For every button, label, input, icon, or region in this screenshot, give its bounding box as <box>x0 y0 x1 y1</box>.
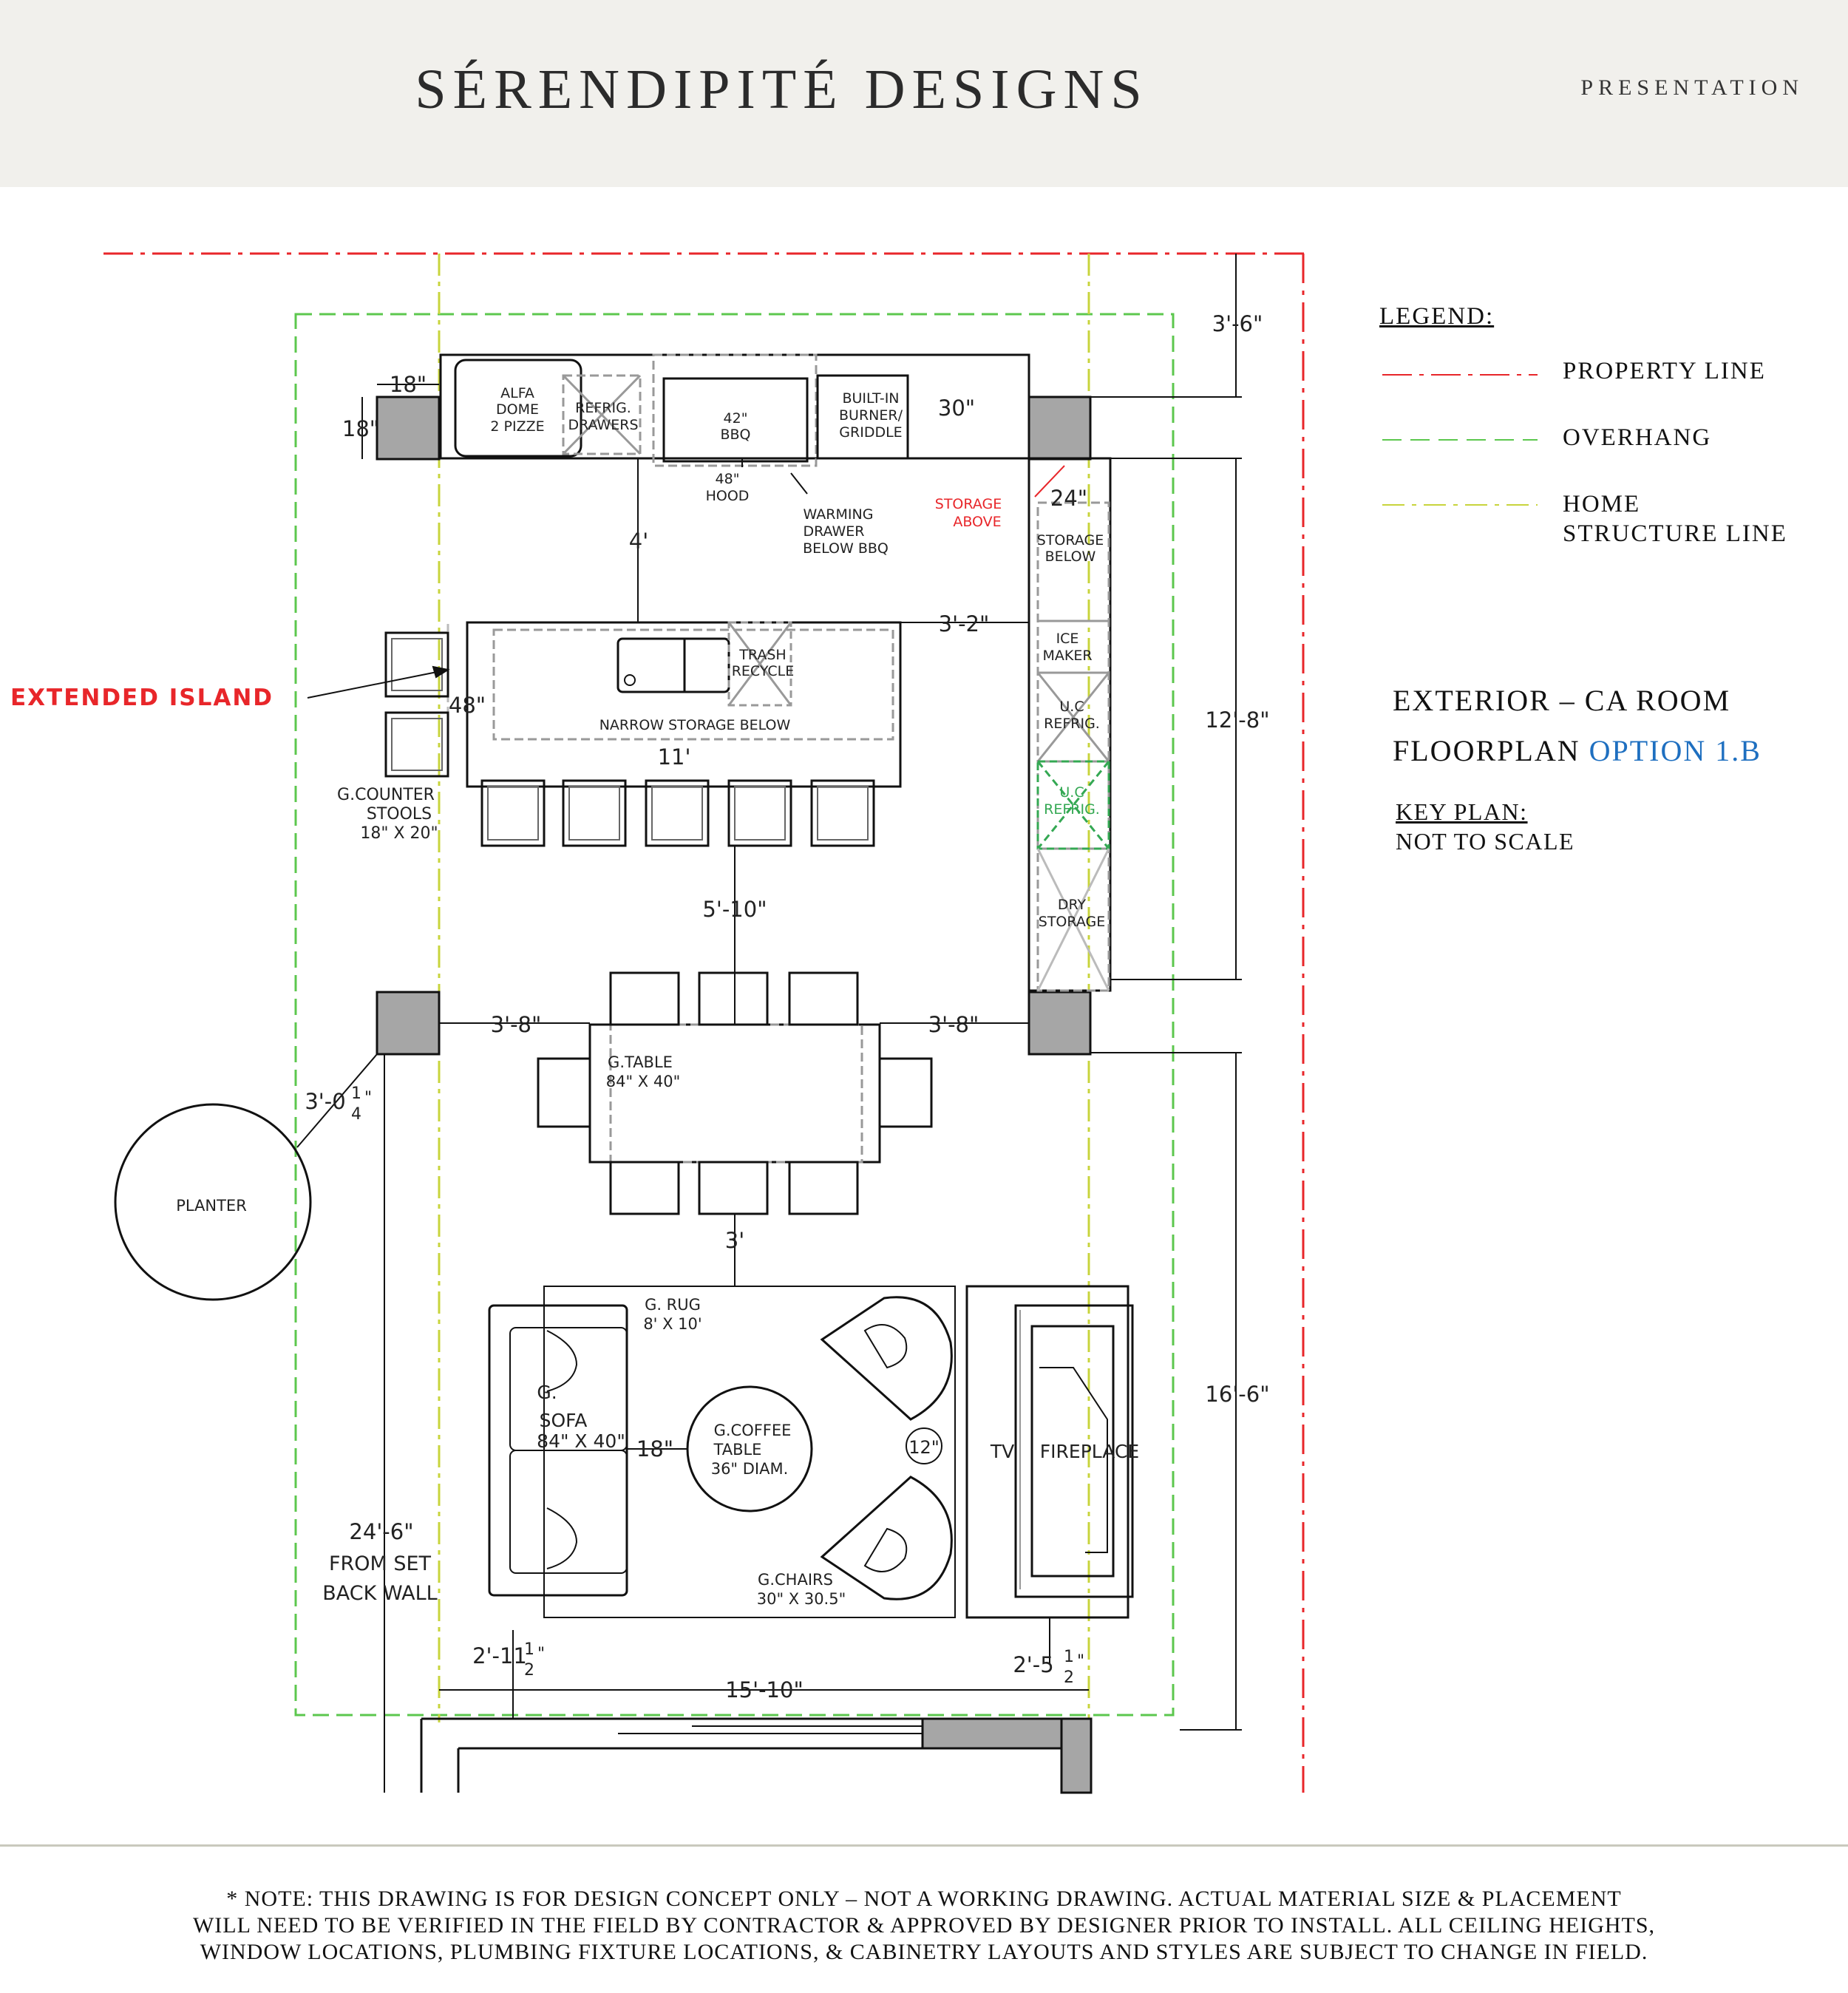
section-label: PRESENTATION <box>1580 75 1804 100</box>
counter-stools <box>482 781 874 846</box>
scale-note: NOT TO SCALE <box>1396 828 1575 855</box>
svg-text:BELOW BBQ: BELOW BBQ <box>803 540 889 557</box>
dim-5-10: 5'-10" <box>702 897 767 922</box>
label-stools: G.COUNTER <box>337 786 435 804</box>
svg-text:ABOVE: ABOVE <box>953 514 1002 530</box>
label-tv: TV <box>990 1441 1015 1462</box>
svg-text:1: 1 <box>1064 1648 1074 1666</box>
label-table: G.TABLE <box>608 1053 673 1071</box>
label-trash: TRASH <box>739 647 787 663</box>
svg-text:BURNER/: BURNER/ <box>839 407 903 424</box>
dim-col-w: 18" <box>389 372 427 397</box>
footer-note-line-1: * NOTE: THIS DRAWING IS FOR DESIGN CONCEPT ONLY – NOT A WORKING DRAWING. ACTUAL MATERIAL SIZE & PLACEMENT <box>226 1887 1622 1911</box>
dining-table <box>590 1025 880 1162</box>
dim-2-5: 2'-5 <box>1013 1652 1054 1677</box>
label-hood: 48" <box>715 471 740 487</box>
dim-from-set: FROM SET <box>328 1552 432 1575</box>
dim-2-11: 2'-11 <box>472 1643 527 1668</box>
dim-16-6: 16'-6" <box>1205 1382 1270 1407</box>
brand-title: SÉRENDIPITÉ DESIGNS <box>415 58 1149 120</box>
svg-text:SOFA: SOFA <box>539 1410 588 1431</box>
svg-text:TABLE: TABLE <box>713 1441 762 1459</box>
svg-text:4: 4 <box>351 1105 361 1124</box>
svg-text:": " <box>1076 1652 1085 1671</box>
dim-4: 4' <box>628 529 649 554</box>
svg-text:REFRIG.: REFRIG. <box>1044 801 1100 818</box>
chair-top <box>822 1297 951 1419</box>
dim-48: 48" <box>448 693 486 718</box>
dim-11: 11' <box>657 744 691 770</box>
svg-text:84" X 40": 84" X 40" <box>537 1430 625 1452</box>
svg-text:2: 2 <box>1064 1668 1074 1687</box>
island-sink <box>618 639 729 692</box>
label-warming: WARMING <box>803 506 874 523</box>
svg-text:36" DIAM.: 36" DIAM. <box>710 1460 789 1478</box>
legend-title: LEGEND: <box>1379 303 1495 330</box>
label-rug: G. RUG <box>645 1296 701 1314</box>
svg-text:": " <box>537 1645 546 1663</box>
column-ne <box>1029 397 1090 459</box>
chair-bottom <box>822 1477 951 1599</box>
footer-divider <box>0 1844 1848 1847</box>
svg-text:GRIDDLE: GRIDDLE <box>839 424 903 441</box>
svg-text:8' X 10': 8' X 10' <box>643 1315 702 1333</box>
dim-counter-d: 30" <box>937 395 976 421</box>
svg-text:MAKER: MAKER <box>1042 648 1093 664</box>
svg-text:REFRIG.: REFRIG. <box>1044 716 1100 732</box>
legend-home: HOME <box>1563 491 1641 517</box>
label-bbq: 42" <box>723 410 748 427</box>
column-nw <box>377 397 439 459</box>
label-coffee: G.COFFEE <box>713 1422 792 1439</box>
label-side-table: 12" <box>908 1437 940 1458</box>
label-alfa: ALFA <box>500 385 534 401</box>
dim-3-2: 3'-2" <box>938 611 990 636</box>
column-e <box>1029 992 1090 1054</box>
label-sofa: G. <box>537 1382 557 1403</box>
key-plan-label: KEY PLAN: <box>1396 798 1528 825</box>
label-fireplace: FIREPLACE <box>1039 1441 1140 1462</box>
legend-swatches <box>1382 362 1538 510</box>
footer-note-line-2: WILL NEED TO BE VERIFIED IN THE FIELD BY CONTRACTOR & APPROVED BY DESIGNER PRIOR TO INSTALL. ALL CEILING HEIGHTS, <box>192 1913 1656 1938</box>
svg-text:30" X 30.5": 30" X 30.5" <box>756 1590 846 1608</box>
label-narrow-storage: NARROW STORAGE BELOW <box>599 717 791 733</box>
svg-text:2: 2 <box>524 1661 534 1680</box>
dim-3: 3' <box>724 1228 745 1253</box>
svg-text:1: 1 <box>351 1084 361 1103</box>
svg-text:2 PIZZE: 2 PIZZE <box>490 418 545 435</box>
dim-15-10: 15'-10" <box>725 1677 804 1702</box>
callout-extended-island: EXTENDED ISLAND <box>10 685 274 711</box>
svg-text:1: 1 <box>524 1640 534 1659</box>
floor-plan <box>0 187 1331 1799</box>
svg-text:BELOW: BELOW <box>1044 549 1096 565</box>
label-planter: PLANTER <box>176 1197 247 1215</box>
legend-property-line: PROPERTY LINE <box>1563 358 1766 384</box>
svg-text:18" X 20": 18" X 20" <box>360 824 438 843</box>
dim-12-8: 12'-8" <box>1205 707 1270 733</box>
label-chairs: G.CHAIRS <box>758 1571 833 1589</box>
dim-24: 24" <box>1050 486 1088 511</box>
label-burner: BUILT-IN <box>842 390 900 407</box>
legend-overhang: OVERHANG <box>1563 424 1712 451</box>
dim-3-8-a: 3'-8" <box>490 1012 542 1037</box>
label-storage-below: STORAGE <box>1036 532 1104 549</box>
svg-text:STOOLS: STOOLS <box>366 805 432 824</box>
dim-back-wall: BACK WALL <box>322 1582 438 1605</box>
label-refrig: REFRIG. <box>575 400 631 416</box>
footer-note-line-3: WINDOW LOCATIONS, PLUMBING FIXTURE LOCATIONS, & CABINETRY LAYOUTS AND STYLES ARE SUBJECT TO CHANGE IN FIELD. <box>200 1940 1648 1964</box>
label-uc-refrig-2: U.C <box>1059 784 1084 801</box>
svg-text:": " <box>364 1089 373 1107</box>
plan-title: EXTERIOR – CA ROOM <box>1393 684 1731 717</box>
label-dry-storage: DRY <box>1057 897 1087 913</box>
header-band <box>0 0 1848 187</box>
svg-text:HOOD: HOOD <box>705 488 750 504</box>
plan-option: OPTION 1.B <box>1589 734 1762 767</box>
plan-subtitle <box>1393 733 1762 768</box>
label-ice-maker: ICE <box>1056 631 1079 647</box>
svg-text:DOME: DOME <box>496 401 539 418</box>
label-uc-refrig-1: U.C <box>1059 699 1084 715</box>
dim-col-h: 18" <box>342 416 380 441</box>
dim-3-0: 3'-0 <box>305 1089 346 1114</box>
dim-3-8-b: 3'-8" <box>928 1012 979 1037</box>
svg-text:DRAWERS: DRAWERS <box>568 417 639 433</box>
svg-text:DRAWER: DRAWER <box>803 523 865 540</box>
label-storage-above: STORAGE <box>934 496 1002 512</box>
column-w <box>377 992 439 1054</box>
svg-text:STORAGE: STORAGE <box>1038 914 1106 930</box>
svg-text:84" X 40": 84" X 40" <box>605 1073 681 1090</box>
dim-3-6: 3'-6" <box>1212 311 1263 336</box>
legend-structure-line: STRUCTURE LINE <box>1563 520 1787 547</box>
dim-24-6: 24'-6" <box>349 1519 414 1544</box>
svg-text:BBQ: BBQ <box>720 427 751 443</box>
svg-text:RECYCLE: RECYCLE <box>731 663 795 679</box>
plan-subtitle-label: FLOORPLAN <box>1393 734 1580 767</box>
dim-18: 18" <box>636 1436 674 1461</box>
